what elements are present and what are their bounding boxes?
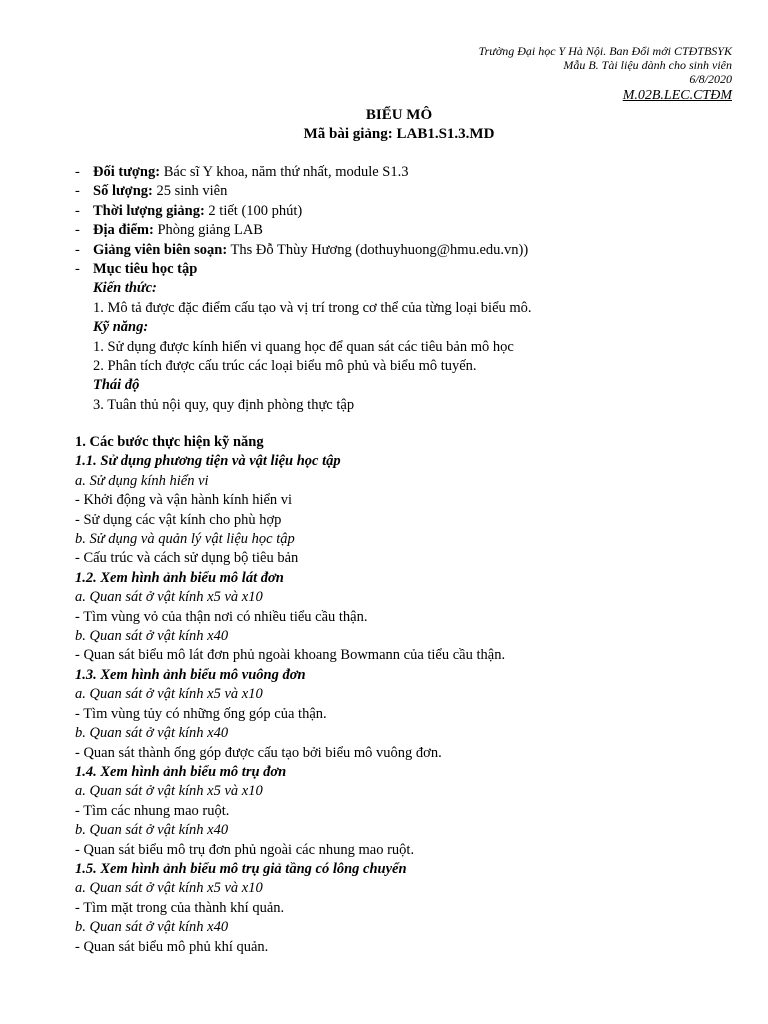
step-label: b. Quan sát ở vật kính x40 (75, 628, 229, 645)
step-line: - Tìm vùng tủy có những ống góp của thận. (75, 705, 327, 722)
skills-heading: Kỹ năng: (93, 319, 149, 336)
info-label: Thời lượng giảng: (93, 202, 205, 219)
lecture-code: Mã bài giảng: LAB1.S1.3.MD (303, 126, 495, 142)
skills-objective: 2. Phân tích được cấu trúc các loại biểu mô phủ và biểu mô tuyến. (93, 358, 477, 375)
step-line: - Quan sát biểu mô trụ đơn phủ ngoài các nhung mao ruột. (75, 841, 415, 858)
info-value: Phòng giảng LAB (153, 222, 263, 239)
info-label: Địa điểm: (93, 222, 154, 239)
subsection-title: 1.1. Sử dụng phương tiện và vật liệu học tập (75, 453, 341, 470)
info-label: Giảng viên biên soạn: (93, 241, 228, 258)
step-line: - Quan sát thành ống góp được cấu tạo bởi biểu mô vuông đơn. (75, 744, 442, 761)
info-label: Đối tượng: (93, 164, 161, 180)
info-label: Mục tiêu học tập (93, 261, 198, 278)
step-line: - Tìm các nhung mao ruột. (75, 802, 230, 819)
step-line: - Quan sát biểu mô phủ khí quản. (75, 938, 269, 955)
step-label: a. Quan sát ở vật kính x5 và x10 (75, 589, 263, 606)
step-line: - Khởi động và vận hành kính hiển vi (75, 492, 293, 509)
step-label: a. Quan sát ở vật kính x5 và x10 (75, 686, 263, 703)
step-label: b. Quan sát ở vật kính x40 (75, 822, 229, 839)
step-line: - Quan sát biểu mô lát đơn phủ ngoài khoang Bowmann của tiểu cầu thận. (75, 647, 506, 664)
header-doc-code: M.02B.LEC.CTĐM (622, 88, 732, 103)
knowledge-objective: 1. Mô tả được đặc điểm cấu tạo và vị trí trong cơ thể của từng loại biểu mô. (93, 299, 532, 316)
step-line: - Tìm mặt trong của thành khí quản. (75, 899, 285, 916)
document-header (332, 44, 732, 104)
subsection-title: 1.2. Xem hình ảnh biểu mô lát đơn (75, 569, 284, 586)
info-value: Bác sĩ Y khoa, năm thứ nhất, module S1.3 (160, 164, 409, 180)
subsection-title: 1.3. Xem hình ảnh biểu mô vuông đơn (75, 666, 306, 683)
step-label: b. Sử dụng và quản lý vật liệu học tập (75, 531, 295, 548)
header-template: Mẫu B. Tài liệu dành cho sinh viên (563, 58, 732, 72)
attitude-objective: 3. Tuân thủ nội quy, quy định phòng thực tập (93, 396, 355, 413)
header-institution: Trường Đại học Y Hà Nội. Ban Đổi mới CTĐTBSYK (478, 44, 732, 58)
document-title (0, 106, 768, 144)
info-item-duration: - Thời lượng giảng: 2 tiết (100 phút) (75, 202, 303, 219)
section-title: 1. Các bước thực hiện kỹ năng (75, 434, 264, 450)
header-date: 6/8/2020 (689, 72, 732, 86)
page-title: BIỂU MÔ (365, 107, 433, 123)
step-label: a. Quan sát ở vật kính x5 và x10 (75, 880, 263, 897)
step-label: b. Quan sát ở vật kính x40 (75, 919, 229, 936)
step-line: - Cấu trúc và cách sử dụng bộ tiêu bản (75, 550, 299, 567)
step-label: a. Quan sát ở vật kính x5 và x10 (75, 783, 263, 800)
knowledge-heading: Kiến thức: (93, 280, 157, 297)
step-line: - Sử dụng các vật kính cho phù hợp (75, 511, 282, 528)
step-line: - Tìm vùng vỏ của thận nơi có nhiều tiểu cầu thận. (75, 608, 368, 625)
info-value: 25 sinh viên (152, 183, 228, 200)
info-label: Số lượng: (93, 183, 153, 200)
subsection-title: 1.5. Xem hình ảnh biểu mô trụ giả tầng có lông chuyển (75, 860, 407, 877)
info-list (75, 163, 735, 415)
skills-objective: 1. Sử dụng được kính hiển vi quang học để quan sát các tiêu bản mô học (93, 338, 514, 355)
info-item-objectives: - Mục tiêu học tập (75, 261, 198, 278)
info-value: 2 tiết (100 phút) (204, 202, 303, 219)
info-item-location: - Địa điểm: Phòng giảng LAB (75, 222, 263, 239)
subsection-title: 1.4. Xem hình ảnh biểu mô trụ đơn (75, 763, 287, 780)
skill-steps (75, 433, 745, 957)
info-item-audience: - Đối tượng: Bác sĩ Y khoa, năm thứ nhất, module S1.3 (75, 164, 409, 180)
attitude-heading: Thái độ (93, 377, 140, 394)
info-item-quantity: - Số lượng: 25 sinh viên (75, 183, 228, 200)
info-item-author: - Giảng viên biên soạn: Ths Đỗ Thùy Hương (dothuyhuong@hmu.edu.vn)) (75, 241, 529, 258)
info-value: Ths Đỗ Thùy Hương (dothuyhuong@hmu.edu.vn)) (227, 241, 529, 258)
step-label: b. Quan sát ở vật kính x40 (75, 725, 229, 742)
step-label: a. Sử dụng kính hiển vi (75, 472, 209, 489)
